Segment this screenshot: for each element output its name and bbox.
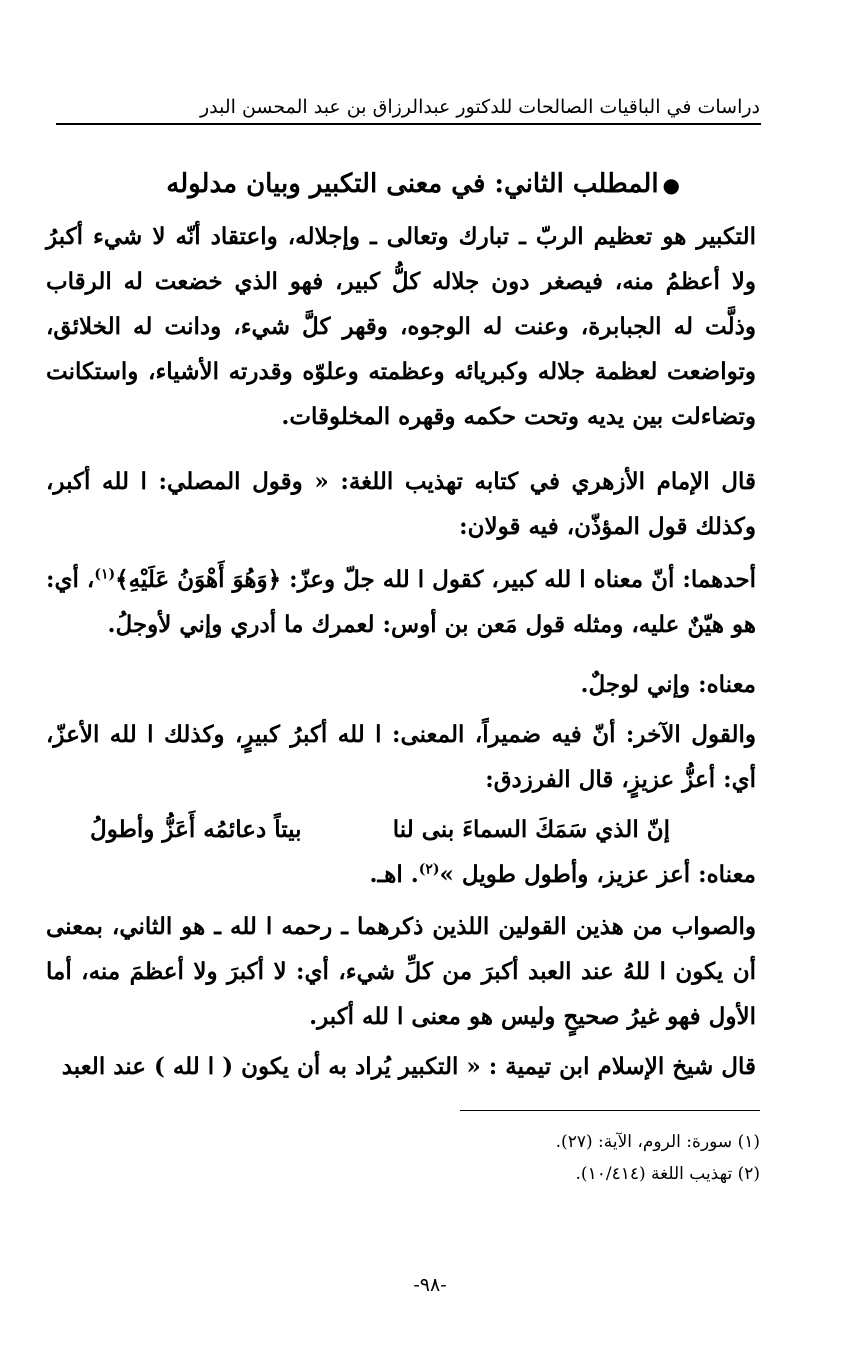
paragraph-second-opinion: والقول الآخر: أنّ فيه ضميراً، المعنى: ا لله أكبرُ كبيرٍ، وكذلك ا لله الأعزّ، أي: أعزُّ عزيزٍ، قال الفرزدق:	[46, 721, 756, 793]
paragraph-takbir-definition: التكبير هو تعظيم الربّ ـ تبارك وتعالى ـ وإجلاله، واعتقاد أنّه لا شيء أكبرُ ولا أعظمُ منه، فيصغر دون جلاله كلُّ كبير، فهو الذي خضعت له الرقاب وذلَّت له الجبابرة، وعنت له الوجوه، وقهر كلَّ شيء، ودانت له الخلائق، وتواضعت لعظمة جلاله وكبريائه وعظمته وعلوّه وقدرته الأشياء، واستكانت وتضاءلت بين يديه وتحت حكمه وقهره المخلوقات.	[46, 223, 756, 430]
verse-meaning-text: معناه: أعز عزيز، وأطول طويل »	[439, 861, 756, 888]
page-number: -٩٨-	[413, 1274, 447, 1296]
footnote-rule	[460, 1110, 760, 1111]
paragraph-correct-opinion: والصواب من هذين القولين اللذين ذكرهما ـ رحمه ا لله ـ هو الثاني، بمعنى أن يكون ا للهُ عند العبد أكبرَ من كلِّ شيء، أي: لا أكبرَ ولا أعظمَ منه، أما الأول فهو غيرُ صحيحٍ وليس هو معنى ا لله أكبر.	[46, 913, 756, 1030]
paragraph-meaning: معناه: وإني لوجلٌ.	[580, 671, 756, 698]
footnotes	[300, 1126, 760, 1190]
first-opinion-text: أحدهما: أنّ معناه ا لله كبير، كقول ا لله جلّ وعزّ: ﴿وَهُوَ أَهْوَنُ عَلَيْهِ﴾	[115, 566, 756, 593]
paragraph-first-opinion	[46, 557, 756, 647]
poetry-verse	[90, 807, 670, 852]
paragraph-ibn-taymiyyah: قال شيخ الإسلام ابن تيمية : « التكبير يُراد به أن يكون ( ا لله ) عند العبد	[61, 1053, 756, 1080]
section-title	[60, 164, 680, 205]
footnote-2: (٢) تهذيب اللغة (١٠/٤١٤).	[575, 1164, 760, 1184]
bullet-icon: ●	[662, 173, 680, 197]
first-opinion-tail: ، أي: هو هيّنٌ عليه، ومثله قول مَعن بن أوس: لعمرك ما أدري وإني لأوجلُ.	[46, 566, 756, 638]
paragraph-verse-meaning	[46, 852, 756, 897]
footnote-ref-1[interactable]: (١)	[94, 566, 116, 583]
verse-first-hemistich: إنّ الذي سَمَكَ السماءَ بنى لنا	[392, 816, 670, 843]
footnote-ref-2[interactable]: (٢)	[418, 861, 440, 878]
section-title-text: المطلب الثاني: في معنى التكبير وبيان مدلوله	[166, 169, 659, 199]
footnote-1: (١) سورة: الروم، الآية: (٢٧).	[555, 1132, 760, 1152]
verse-second-hemistich: بيتاً دعائمُه أَعَزُّ وأطولُ	[90, 816, 302, 843]
running-header: دراسات في الباقيات الصالحات للدكتور عبدالرزاق بن عبد المحسن البدر	[199, 96, 760, 118]
verse-meaning-tail: . اهـ.	[369, 861, 419, 888]
paragraph-azhari-quote: قال الإمام الأزهري في كتابه تهذيب اللغة: « وقول المصلي: ا لله أكبر، وكذلك قول المؤذّن، فيه قولان:	[46, 468, 756, 540]
header-rule	[56, 123, 761, 125]
